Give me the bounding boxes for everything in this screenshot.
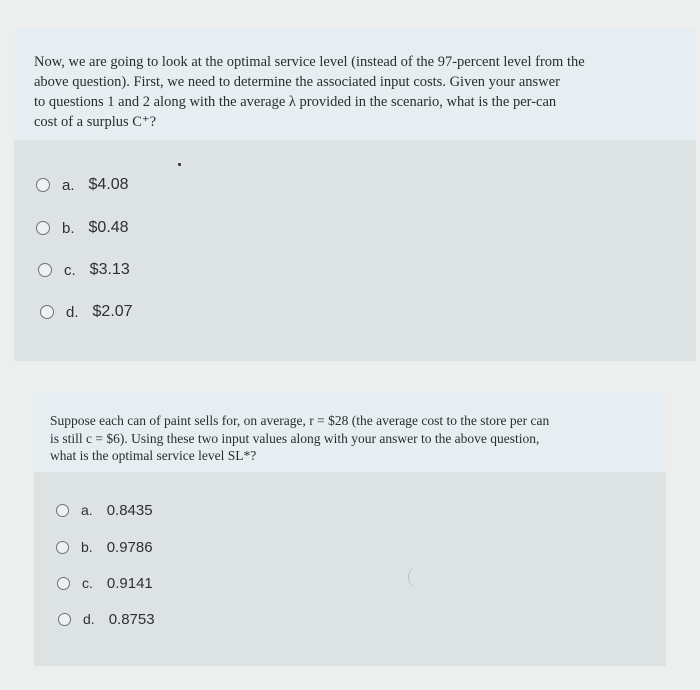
question-1-option-b[interactable] <box>36 216 129 240</box>
radio-button[interactable] <box>36 221 50 235</box>
question-2-panel <box>34 392 666 666</box>
dust-speck <box>178 163 181 166</box>
radio-button[interactable] <box>56 504 69 517</box>
question-2-option-b[interactable] <box>56 535 153 559</box>
question-1-line-3: to questions 1 and 2 along with the average λ provided in the scenario, what is the per-can <box>34 94 557 110</box>
question-1-text <box>34 52 680 132</box>
option-letter: d. <box>66 303 79 321</box>
question-2-line-1: Suppose each can of paint sells for, on average, r = $28 (the average cost to the store per can <box>50 413 550 428</box>
option-letter: c. <box>64 261 76 279</box>
question-2-text <box>50 412 654 465</box>
option-value: 0.9141 <box>106 574 153 592</box>
question-1-option-d[interactable] <box>40 300 133 324</box>
question-2-header <box>34 392 666 472</box>
option-letter: a. <box>81 502 93 518</box>
radio-button[interactable] <box>38 263 52 277</box>
option-value: $0.48 <box>88 219 129 236</box>
option-value: 0.8753 <box>108 610 155 628</box>
radio-button[interactable] <box>57 577 70 590</box>
question-2-option-a[interactable] <box>56 498 153 522</box>
option-letter: c. <box>82 575 93 591</box>
option-letter: a. <box>62 176 75 194</box>
question-1-header <box>14 28 696 140</box>
option-letter: d. <box>83 611 95 627</box>
question-1-option-a[interactable] <box>36 173 129 197</box>
option-value: $3.13 <box>89 261 130 278</box>
question-1-line-2: above question). First, we need to determine the associated input costs. Given your answer <box>34 74 560 90</box>
question-2-option-d[interactable] <box>58 607 155 631</box>
question-1-panel <box>14 28 696 361</box>
option-letter: b. <box>62 219 75 237</box>
option-value: 0.9786 <box>106 538 153 556</box>
radio-button[interactable] <box>56 541 69 554</box>
question-1-line-4: cost of a surplus C⁺? <box>34 114 157 130</box>
question-1-line-1: Now, we are going to look at the optimal service level (instead of the 97-percent level from the <box>34 54 585 70</box>
option-value: $4.08 <box>88 176 129 193</box>
question-2-line-2: is still c = $6). Using these two input values along with your answer to the above question, <box>50 430 540 446</box>
option-letter: b. <box>81 539 93 555</box>
question-1-option-c[interactable] <box>38 258 130 282</box>
question-2-option-c[interactable] <box>57 571 153 595</box>
question-2-line-3: what is the optimal service level SL*? <box>50 448 257 463</box>
option-value: 0.8435 <box>106 501 153 519</box>
radio-button[interactable] <box>58 613 71 626</box>
radio-button[interactable] <box>36 178 50 192</box>
option-value: $2.07 <box>92 303 133 320</box>
radio-button[interactable] <box>40 305 54 319</box>
